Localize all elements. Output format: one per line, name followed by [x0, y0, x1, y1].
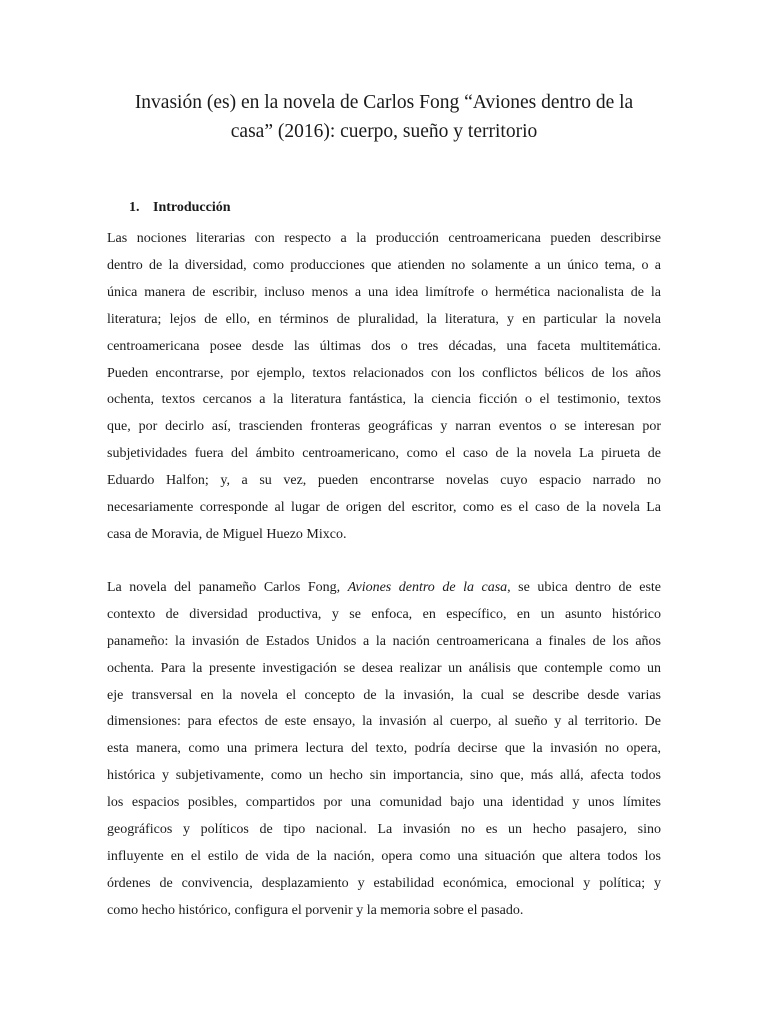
paragraph-1-line: necesariamente corresponde al lugar de origen del escritor, como es el caso de la novela La	[107, 500, 661, 516]
paragraph-2-line: como hecho histórico, configura el porvenir y la memoria sobre el pasado.	[107, 902, 524, 918]
paragraph-2-line: geográficos y políticos de tipo nacional. La invasión no es un hecho pasajero, sino	[107, 822, 661, 838]
paragraph-2-line: esta manera, como una primera lectura del texto, podría decirse que la invasión no opera,	[107, 741, 661, 757]
novel-title: Aviones dentro de la casa	[347, 579, 508, 595]
paragraph-1-line: Eduardo Halfon; y, a su vez, pueden encontrarse novelas cuyo espacio narrado no	[107, 473, 661, 489]
document-page	[107, 88, 661, 925]
paragraph-2-line: los espacios posibles, compartidos por una comunidad bajo una identidad y unos límites	[107, 795, 661, 811]
section-title: Introducción	[153, 200, 231, 215]
paragraph-1-line: ochenta, textos cercanos a la literatura fantástica, la ciencia ficción o el testimonio, textos	[107, 392, 661, 408]
paragraph-2-line	[107, 575, 661, 602]
paragraph-2-line: contexto de diversidad productiva, y se enfoca, en específico, en un asunto histórico	[107, 606, 661, 622]
paragraph-1-line: Las nociones literarias con respecto a la producción centroamericana pueden describirse	[107, 231, 661, 246]
paragraph-1-line: subjetividades fuera del ámbito centroamericano, como el caso de la novela La pirueta de	[107, 446, 661, 462]
paragraph-1-line: dentro de la diversidad, como producciones que atienden no solamente a un único tema, o a	[107, 257, 661, 273]
paragraph-2-line: histórica y subjetivamente, como un hecho sin importancia, sino que, más allá, afecta todos	[107, 768, 661, 784]
section-heading	[129, 198, 661, 218]
paragraph-2	[107, 575, 661, 925]
paragraph-1-line: literatura; lejos de ello, en términos de pluralidad, la literatura, y en particular la novela	[107, 311, 661, 327]
paragraph-2-line: órdenes de convivencia, desplazamiento y estabilidad económica, emocional y política; y	[107, 875, 661, 891]
paragraph-2-line: panameño: la invasión de Estados Unidos a la nación centroamericana a finales de los años	[107, 633, 661, 649]
paragraph-1-line: que, por decirlo así, trascienden fronteras geográficas y narran eventos o se interesan por	[107, 419, 661, 435]
document-title	[107, 88, 661, 146]
paragraph-1-line: única manera de escribir, incluso menos a una idea limítrofe o hermética nacionalista de la	[107, 284, 661, 300]
title-line-2: casa” (2016): cuerpo, sueño y territorio	[230, 121, 538, 142]
paragraph-2-line: eje transversal en la novela el concepto de la invasión, la cual se describe desde varias	[107, 687, 661, 703]
paragraph-2-lead: La novela del panameño Carlos Fong,	[107, 579, 348, 595]
section-number: 1.	[129, 200, 140, 215]
paragraph-1	[107, 226, 661, 549]
title-line-1: Invasión (es) en la novela de Carlos Fong “Aviones dentro de la	[134, 92, 634, 113]
paragraph-1-line: casa de Moravia, de Miguel Huezo Mixco.	[107, 526, 347, 542]
paragraph-1-line: Pueden encontrarse, por ejemplo, textos relacionados con los conflictos bélicos de los años	[107, 365, 661, 381]
paragraph-1-line: centroamericana posee desde las últimas dos o tres décadas, una faceta multitemática.	[107, 338, 661, 354]
paragraph-2-line: ochenta. Para la presente investigación se desea realizar un análisis que contemple como un	[107, 660, 661, 676]
paragraph-2-line: dimensiones: para efectos de este ensayo, la invasión al cuerpo, al sueño y al territorio. De	[107, 714, 661, 730]
paragraph-2-line: influyente en el estilo de vida de la nación, opera como una situación que altera todos los	[107, 848, 661, 864]
paragraph-2-lead-tail: , se ubica dentro de este	[507, 579, 662, 595]
